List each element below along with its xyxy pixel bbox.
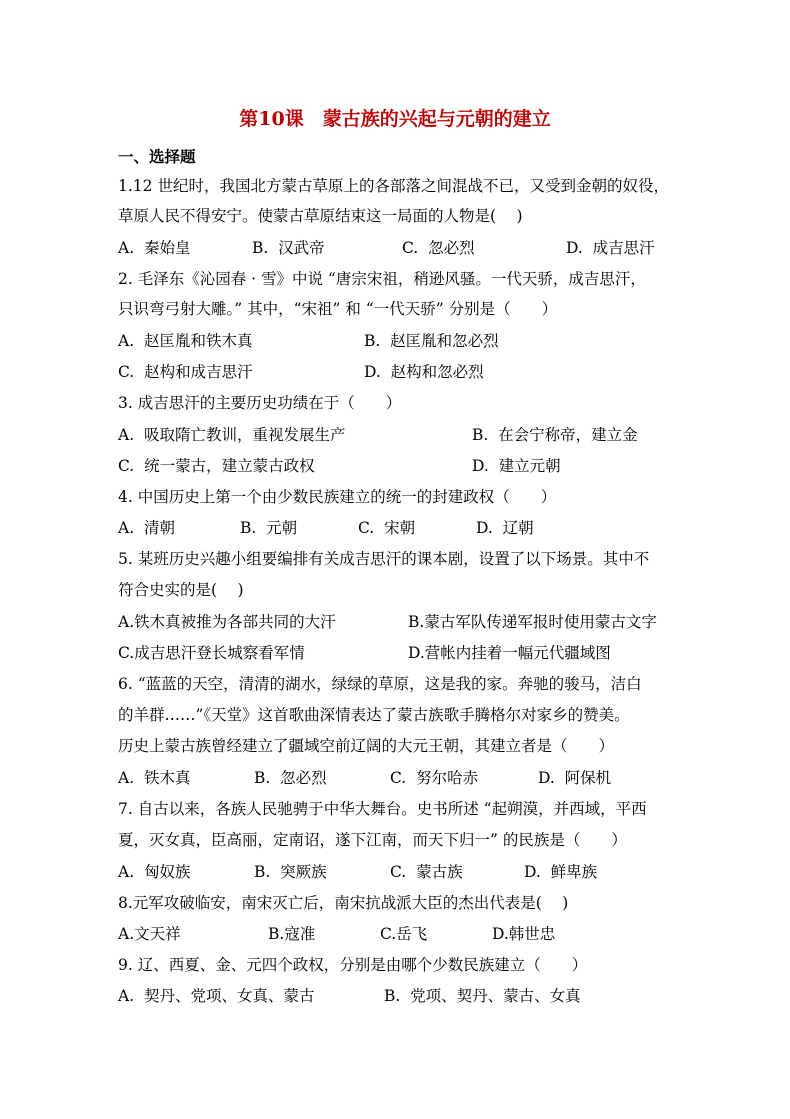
q5-option-a: A.铁木真被推为各部共同的大汗 bbox=[118, 613, 336, 631]
q8-option-d: D.韩世忠 bbox=[492, 925, 556, 943]
q9-stem: 9. 辽、西夏、金、元四个政权，分别是由哪个少数民族建立（ ） bbox=[118, 956, 588, 974]
q8-stem: 8.元军攻破临安，南宋灭亡后，南宋抗战派大臣的杰出代表是( ) bbox=[118, 894, 569, 912]
q4-option-c: C. 宋朝 bbox=[358, 519, 416, 537]
q3-option-a: A. 吸取隋亡教训，重视发展生产 bbox=[118, 426, 346, 444]
q5-stem-line2: 符合史实的是( ) bbox=[118, 581, 244, 599]
q5-option-d: D.营帐内挂着一幅元代疆域图 bbox=[408, 644, 611, 662]
q2-stem-line2: 只识弯弓射大雕。” 其中，“宋祖” 和 “一代天骄” 分别是（ ） bbox=[118, 300, 558, 318]
q8-option-c: C.岳飞 bbox=[380, 925, 428, 943]
section-heading: 一、选择题 bbox=[118, 147, 196, 166]
q2-option-c: C. 赵构和成吉思汗 bbox=[118, 363, 253, 381]
q4-stem: 4. 中国历史上第一个由少数民族建立的统一的封建政权（ ） bbox=[118, 488, 557, 506]
q1-option-b: B. 汉武帝 bbox=[252, 239, 325, 257]
q4-option-a: A. 清朝 bbox=[118, 519, 175, 537]
q3-option-d: D. 建立元朝 bbox=[472, 457, 561, 475]
q6-stem-line2: 的羊群……”《天堂》这首歌曲深情表达了蒙古族歌手腾格尔对家乡的赞美。 bbox=[118, 706, 630, 724]
q6-stem-line3: 历史上蒙古族曾经建立了疆域空前辽阔的大元王朝，其建立者是（ ） bbox=[118, 737, 615, 755]
q5-stem-line1: 5. 某班历史兴趣小组要编排有关成吉思汗的课本剧，设置了以下场景。其中不 bbox=[118, 550, 650, 568]
q1-stem-line1: 1.12 世纪时，我国北方蒙古草原上的各部落之间混战不已，又受到金朝的奴役， bbox=[118, 177, 669, 195]
q8-option-b: B.寇准 bbox=[268, 925, 316, 943]
q1-option-d: D. 成吉思汗 bbox=[566, 239, 655, 257]
q8-option-a: A.文天祥 bbox=[118, 925, 181, 943]
q7-option-a: A. 匈奴族 bbox=[118, 863, 191, 881]
q2-option-b: B. 赵匡胤和忽必烈 bbox=[364, 332, 499, 350]
q7-option-b: B. 突厥族 bbox=[254, 863, 327, 881]
q3-option-c: C. 统一蒙古，建立蒙古政权 bbox=[118, 457, 315, 475]
q1-stem-line2: 草原人民不得安宁。使蒙古草原结束这一局面的人物是( ) bbox=[118, 207, 523, 225]
q3-stem: 3. 成吉思汗的主要历史功绩在于（ ） bbox=[118, 394, 402, 412]
q7-option-c: C. 蒙古族 bbox=[390, 863, 463, 881]
q7-option-d: D. 鲜卑族 bbox=[524, 863, 598, 881]
page-title: 第10课 蒙古族的兴起与元朝的建立 bbox=[239, 108, 551, 130]
q6-option-d: D. 阿保机 bbox=[538, 769, 612, 787]
q6-stem-line1: 6. “蓝蓝的天空，清清的湖水，绿绿的草原，这是我的家。奔驰的骏马，洁白 bbox=[118, 675, 642, 693]
q5-option-c: C.成吉思汗登长城察看军情 bbox=[118, 644, 305, 662]
q6-option-c: C. 努尔哈赤 bbox=[390, 769, 479, 787]
q7-stem-line2: 夏，灭女真，臣高丽，定南诏，遂下江南，而天下归一” 的民族是（ ） bbox=[118, 831, 627, 849]
q9-option-b: B. 党项、契丹、蒙古、女真 bbox=[384, 987, 581, 1005]
q5-option-b: B.蒙古军队传递军报时使用蒙古文字 bbox=[408, 613, 657, 631]
q9-option-a: A. 契丹、党项、女真、蒙古 bbox=[118, 987, 315, 1005]
q4-option-b: B. 元朝 bbox=[240, 519, 298, 537]
q2-option-a: A. 赵匡胤和铁木真 bbox=[118, 332, 253, 350]
q2-option-d: D. 赵构和忽必烈 bbox=[364, 363, 484, 381]
q2-stem-line1: 2. 毛泽东《沁园春 · 雪》中说 “唐宗宋祖，稍逊风骚。一代天骄，成吉思汗， bbox=[118, 270, 646, 288]
q1-option-c: C. 忽必烈 bbox=[402, 239, 475, 257]
q3-option-b: B. 在会宁称帝，建立金 bbox=[472, 426, 638, 444]
q6-option-b: B. 忽必烈 bbox=[254, 769, 327, 787]
q4-option-d: D. 辽朝 bbox=[476, 519, 534, 537]
q6-option-a: A. 铁木真 bbox=[118, 769, 191, 787]
q1-option-a: A. 秦始皇 bbox=[118, 239, 191, 257]
q7-stem-line1: 7. 自古以来，各族人民驰骋于中华大舞台。史书所述 “起朔漠，并西域，平西 bbox=[118, 800, 647, 818]
